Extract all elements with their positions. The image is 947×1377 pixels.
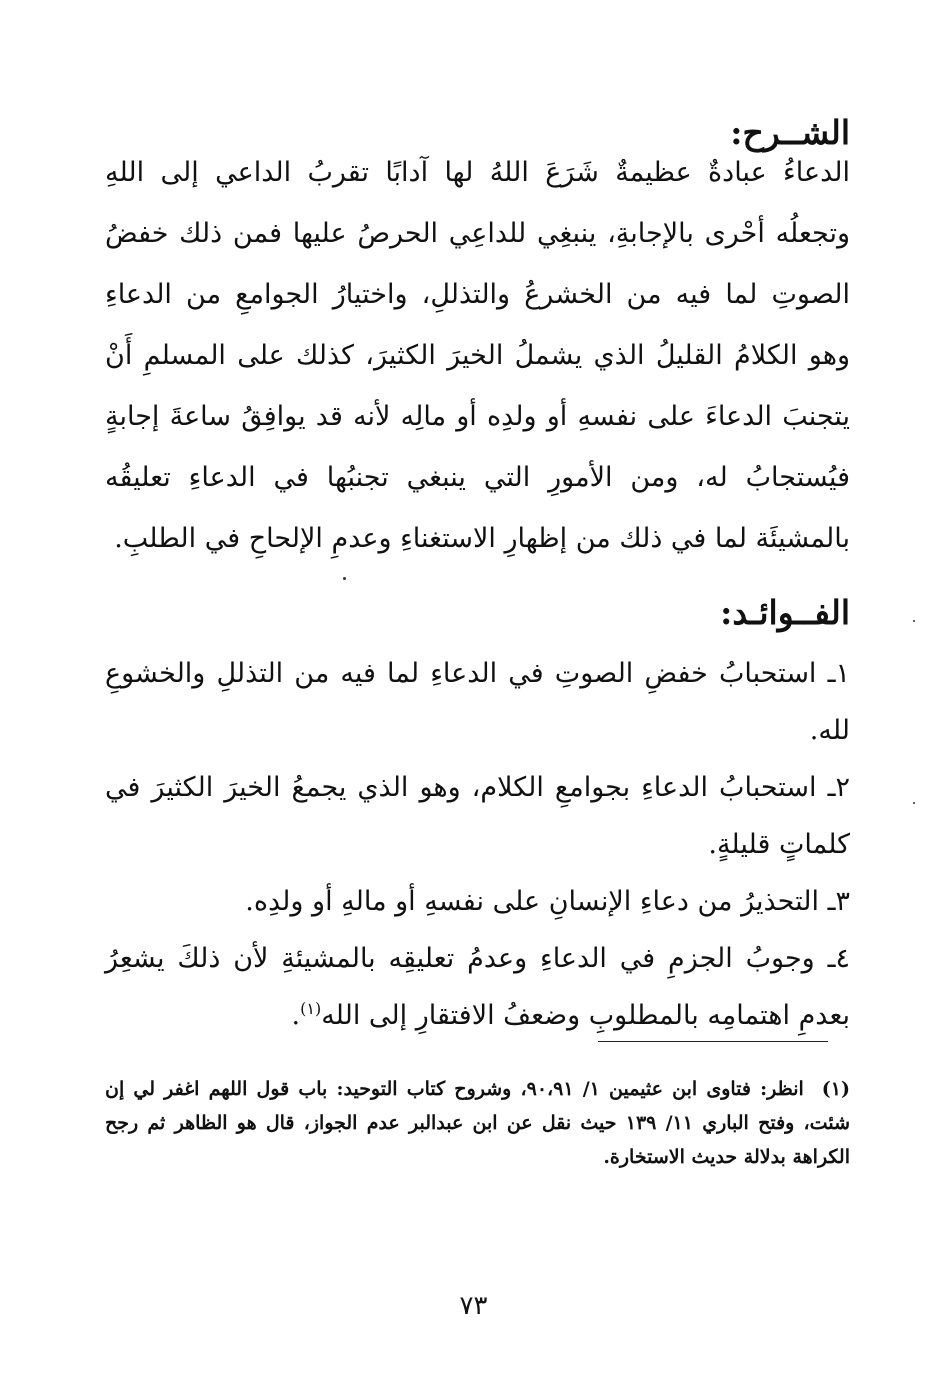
scan-speck xyxy=(343,577,346,580)
scan-speck xyxy=(913,802,915,804)
sharh-paragraph: الدعاءُ عبادةٌ عظيمةٌ شَرَعَ اللهُ لها آدابًا تقربُ الداعي إلى اللهِ وتجعلُه أحْرى بالإجابةِ، ينبغِي للداعِي الحرصُ عليها فمن ذلك خفضُ الصوتِ لما فيه من الخشرعُ والتذللِ، واختيارُ الجوامعِ من الدعاءِ وهو الكلامُ القليلُ الذي يشملُ الخيرَ الكثيرَ، كذلك على المسلمِ أَنْ يتجنبَ الدعاءَ على نفسهِ أو ولدِه أو مالِه لأنه قد يوافِقُ ساعةَ إجابةٍ فيُستجابُ له، ومن الأمورِ التي ينبغي تجنبُها في الدعاءِ تعليقُه بالمشيئَة لما في ذلك من إظهارِ الاستغناءِ وعدمِ الإلحاحِ في الطلبِ. xyxy=(105,157,850,554)
footnote-text: انظر: فتاوى ابن عثيمين ١/ ٩٠،٩١، وشروح كتاب التوحيد: باب قول اللهم اغفر لي إن شئت، وفتح الباري ١١/ ١٣٩ حيث نقل عن ابن عبدالبر عدم الجواز، قال هو الظاهر ثم رجح الكراهة بدلالة حديث الاستخارة. xyxy=(105,1078,850,1168)
footnote-reference[interactable]: (١) xyxy=(300,999,322,1018)
benefit-text: استحبابُ الدعاءِ بجوامعِ الكلام، وهو الذي يجمعُ الخيرَ الكثيرَ في كلماتٍ قليلةٍ. xyxy=(105,772,850,860)
footnote xyxy=(105,1072,850,1174)
benefit-item-1 xyxy=(105,645,850,759)
benefit-text: استحبابُ خفضِ الصوتِ في الدعاءِ لما فيه من التذللِ والخشوعِ لله. xyxy=(105,658,850,746)
scan-speck xyxy=(913,620,915,622)
benefit-number: ٢ـ xyxy=(827,772,850,803)
benefit-number: ٤ـ xyxy=(827,943,850,974)
fawaid-heading: الفــوائـد: xyxy=(720,593,850,632)
benefit-number: ٣ـ xyxy=(827,886,850,917)
benefit-item-2 xyxy=(105,759,850,873)
benefit-number: ١ـ xyxy=(827,658,851,689)
benefit-item-3 xyxy=(105,873,850,930)
page-number: ٧٣ xyxy=(459,1291,488,1321)
benefit-text: وجوبُ الجزمِ في الدعاءِ وعدمُ تعليقِه بالمشيئةِ لأن ذلكَ يشعِرُ بعدمِ اهتمامِه بالمطلوبِ وضعفُ الافتقارِ إلى الله xyxy=(105,943,850,1031)
benefits-list xyxy=(105,645,850,1044)
footnote-number: (١) xyxy=(821,1078,850,1100)
sharh-heading: الشــرح: xyxy=(730,113,850,153)
footnote-separator xyxy=(598,1041,828,1042)
benefit-text: التحذيرُ من دعاءِ الإنسانِ على نفسهِ أو مالهِ أو ولدِه. xyxy=(245,886,819,917)
benefit-end-punctuation: . xyxy=(291,1000,301,1031)
benefit-item-4 xyxy=(105,930,850,1044)
